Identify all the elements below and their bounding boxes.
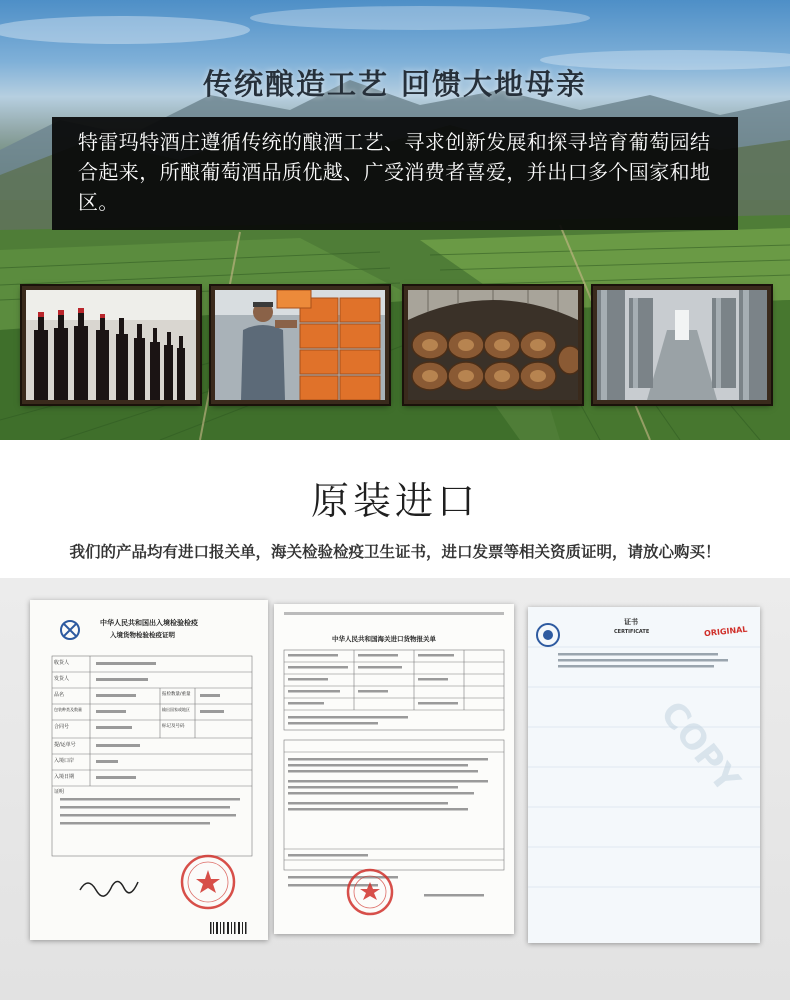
doc1-label-proof: 证明 [54, 789, 65, 795]
doc1-label-product: 品名 [54, 692, 65, 698]
doc1-label-country: 输出国家或地区 [162, 707, 190, 712]
doc3-title: 证书 [624, 618, 638, 626]
doc1-label-package: 包装种类及数量 [54, 707, 82, 712]
photo-packing-worker [211, 286, 389, 404]
doc1-label-sender: 发货人 [54, 676, 70, 682]
hero-banner [0, 0, 790, 440]
photo-oak-barrels [404, 286, 582, 404]
doc1-header1: 中华人民共和国出入境检验检疫 [100, 619, 198, 627]
inspection-certificate-image [30, 600, 268, 940]
doc1-header2: 入境货物检验检疫证明 [110, 631, 175, 639]
hero-description: 特雷玛特酒庄遵循传统的酿酒工艺、寻求创新发展和探寻培育葡萄园结合起来，所酿葡萄酒品质优越、广受消费者喜爱，并出口多个国家和地区。 [52, 117, 738, 230]
doc1-label-marks: 标记及号码 [162, 724, 185, 729]
hero-title: 传统酿造工艺 回馈大地母亲 [202, 67, 588, 101]
doc2-header: 中华人民共和国海关进口货物报关单 [332, 635, 436, 643]
photo-wine-bottles [22, 286, 200, 404]
photo-steel-tanks [593, 286, 771, 404]
section-subtitle: 我们的产品均有进口报关单，海关检验检疫卫生证书，进口发票等相关资质证明，请放心购买！ [69, 543, 721, 561]
customs-declaration-image [274, 604, 514, 934]
doc1-label-date: 入境日期 [54, 774, 75, 780]
doc1-label-waybill: 提/运单号 [54, 742, 76, 748]
doc3-watermark: COPY [652, 693, 748, 801]
doc3-subtitle: CERTIFICATE [614, 629, 650, 635]
doc1-label-port: 入境口岸 [54, 758, 75, 764]
origin-certificate-image [528, 607, 760, 943]
doc3-original-stamp: ORIGINAL [703, 624, 748, 639]
section-title: 原装进口 [310, 479, 479, 523]
doc1-label-receiver: 收货人 [54, 660, 70, 666]
doc1-label-contract: 合同号 [54, 724, 70, 730]
doc1-label-quantity: 报检数量/重量 [162, 692, 191, 697]
